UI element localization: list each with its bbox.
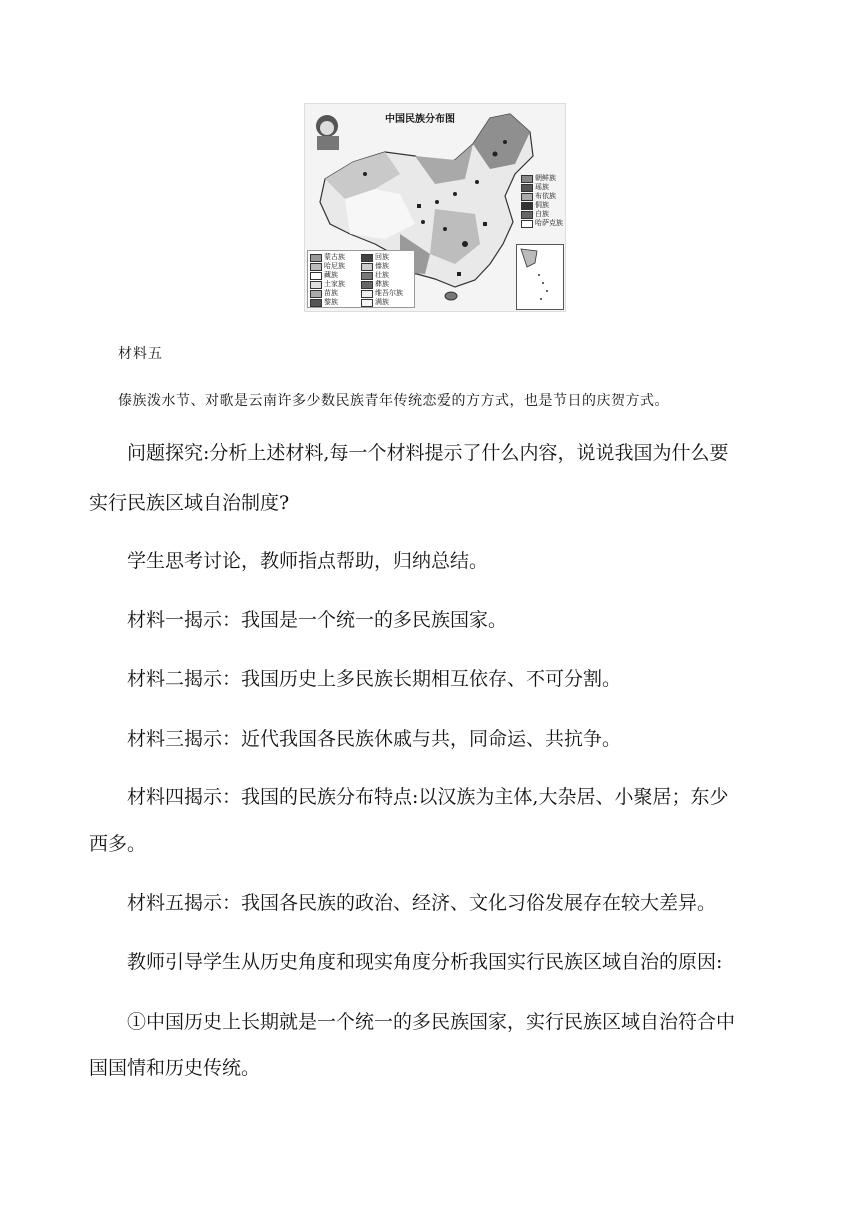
material-4-reveal-line-1: 材料四揭示：我国的民族分布特点:以汉族为主体,大杂居、小聚居；东少 (127, 786, 729, 808)
question-line-2: 实行民族区域自治制度? (89, 492, 290, 514)
legend-item: 傣族 (361, 262, 412, 271)
legend-item: 哈尼族 (310, 262, 361, 271)
legend-item: 朝鲜族 (521, 174, 563, 183)
question-line-1: 问题探究:分析上述材料,每一个材料提示了什么内容，说说我国为什么要 (127, 442, 729, 464)
legend-item: 哈萨克族 (521, 219, 563, 228)
legend-item: 布依族 (521, 192, 563, 201)
material-4-reveal-line-2: 西多。 (89, 833, 147, 855)
legend-item: 维吾尔族 (361, 289, 412, 298)
teacher-guide-text: 教师引导学生从历史角度和现实角度分析我国实行民族区域自治的原因: (127, 951, 723, 973)
south-sea-inset (516, 244, 564, 310)
material-text: 傣族泼水节、对歌是云南许多少数民族青年传统恋爱的方方式，也是节日的庆贺方式。 (118, 393, 669, 409)
material-2-reveal: 材料二揭示：我国历史上多民族长期相互依存、不可分割。 (127, 668, 622, 690)
material-label: 材料五 (118, 346, 163, 362)
material-1-reveal: 材料一揭示：我国是一个统一的多民族国家。 (127, 609, 508, 631)
legend-item: 满族 (361, 298, 412, 307)
legend-item: 回族 (361, 253, 412, 262)
legend-right (521, 174, 563, 228)
legend-item: 侗族 (521, 201, 563, 210)
material-3-reveal: 材料三揭示：近代我国各民族休戚与共，同命运、共抗争。 (127, 728, 622, 750)
legend-item: 瑶族 (521, 183, 563, 192)
legend-bottom (307, 250, 415, 308)
reason-1-line-1: ①中国历史上长期就是一个统一的多民族国家，实行民族区域自治符合中 (127, 1011, 736, 1033)
legend-item: 土家族 (310, 280, 361, 289)
legend-item: 藏族 (310, 271, 361, 280)
reason-1-line-2: 国国情和历史传统。 (89, 1057, 261, 1079)
legend-item: 苗族 (310, 289, 361, 298)
legend-item: 黎族 (310, 298, 361, 307)
legend-item: 蒙古族 (310, 253, 361, 262)
legend-item: 彝族 (361, 280, 412, 289)
material-5-reveal: 材料五揭示：我国各民族的政治、经济、文化习俗发展存在较大差异。 (127, 892, 717, 914)
discussion-text: 学生思考讨论，教师指点帮助，归纳总结。 (127, 550, 489, 572)
legend-item: 白族 (521, 210, 563, 219)
map-title: 中国民族分布图 (385, 114, 455, 125)
ethnic-distribution-map (304, 103, 566, 312)
legend-item: 壮族 (361, 271, 412, 280)
